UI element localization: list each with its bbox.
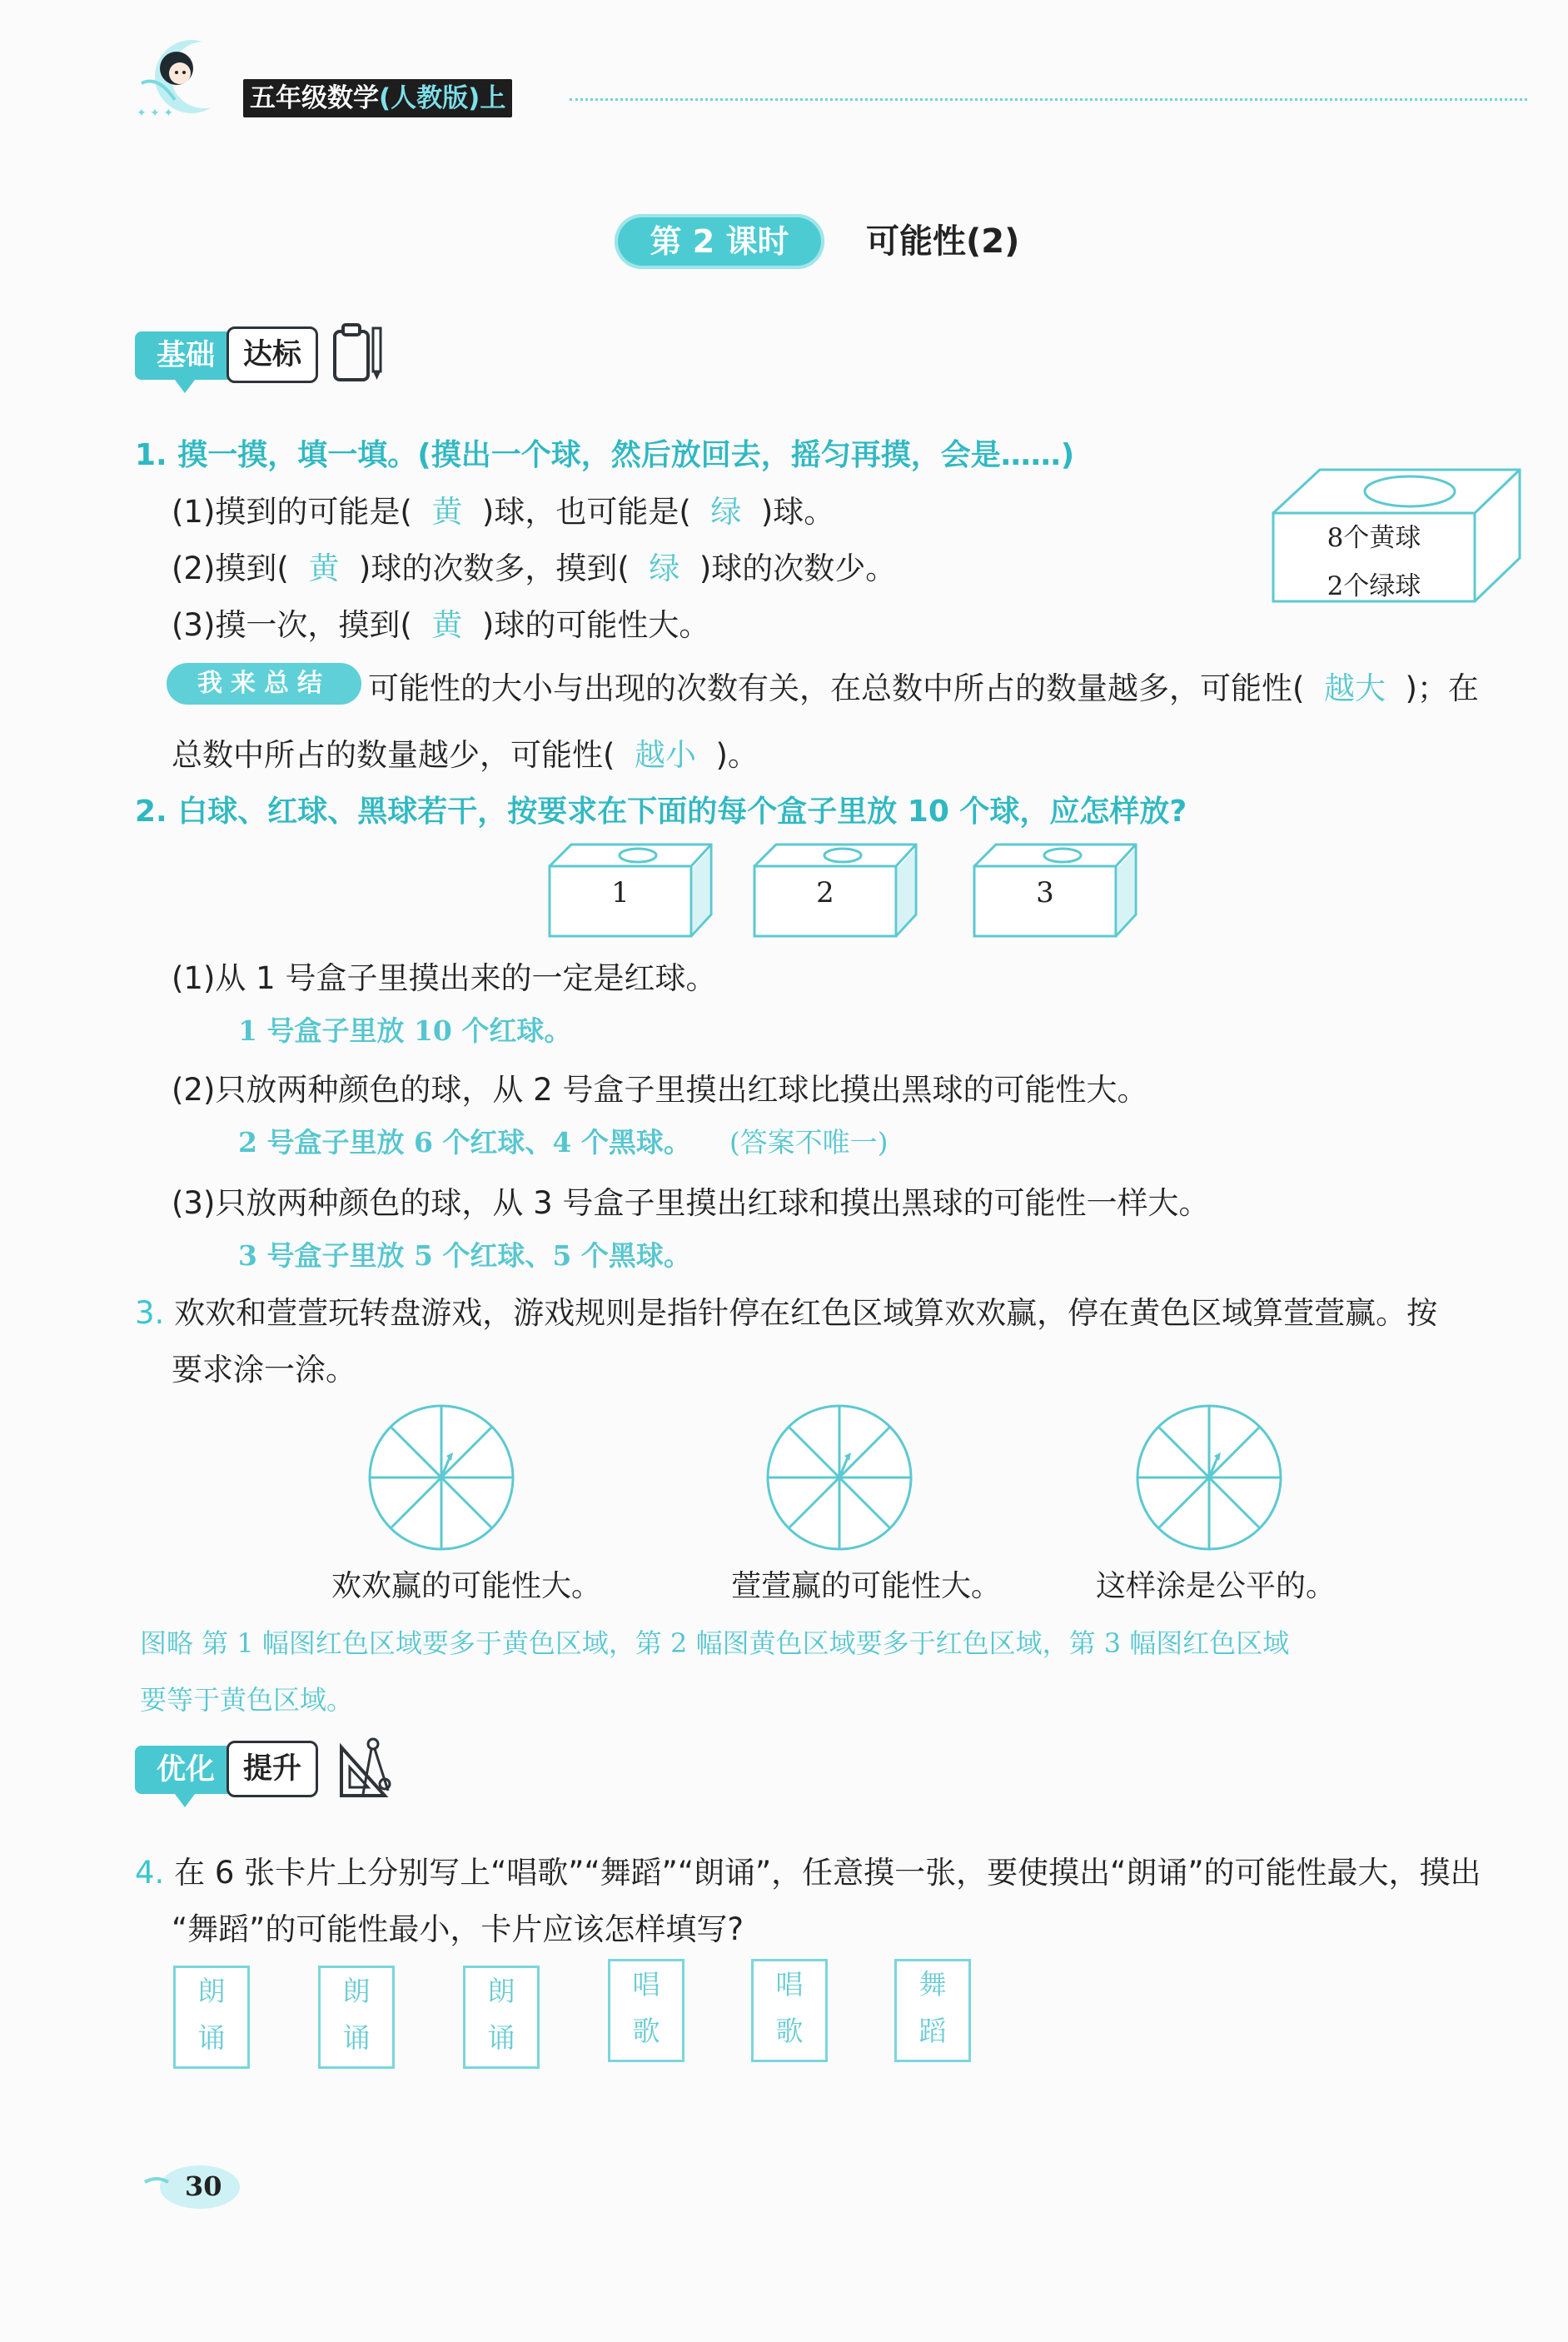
section-tag-advanced (135, 1741, 315, 1804)
q4-line-2: “舞蹈”的可能性最小，卡片应该怎样填写? (172, 1911, 744, 1947)
q2-answer-2-note: (答案不唯一) (729, 1126, 889, 1159)
lesson-title: 可能性(2) (866, 222, 1020, 261)
page-number: 30 (185, 2170, 222, 2202)
q2-part-2: (2)只放两种颜色的球，从 2 号盒子里摸出红球比摸出黑球的可能性大。 (172, 1072, 1148, 1108)
spinner-1 (365, 1401, 518, 1554)
ruler-compass-icon (336, 1736, 395, 1801)
q2-answer-3: 3 号盒子里放 5 个红球、5 个黑球。 (238, 1239, 691, 1272)
card-5: 唱 歌 (751, 1959, 828, 2062)
q1-line-1: (1)摸到的可能是( 黄 )球，也可能是( 绿 )球。 (172, 494, 835, 530)
svg-text:✦ ✦ ✦: ✦ ✦ ✦ (137, 107, 174, 120)
section-tag-basic (135, 326, 315, 390)
box-2-label: 2 (816, 876, 834, 909)
card-3: 朗 诵 (463, 1966, 540, 2069)
q2-answer-1: 1 号盒子里放 10 个红球。 (238, 1014, 572, 1047)
q4-number: 4. (135, 1855, 165, 1891)
header-divider (570, 98, 1527, 101)
box-3-label: 3 (1036, 876, 1054, 909)
answer-blank: 黄 (308, 551, 340, 586)
summary-line-2: 总数中所占的数量越少，可能性( 越小 )。 (172, 737, 759, 773)
q2-part-3: (3)只放两种颜色的球，从 3 号盒子里摸出红球和摸出黑球的可能性一样大。 (172, 1185, 1210, 1221)
section-tag-right: 提升 (226, 1741, 318, 1797)
card-1: 朗 诵 (173, 1966, 250, 2069)
answer-blank: 绿 (649, 551, 680, 586)
spinner-3 (1132, 1401, 1286, 1554)
q3-line-1: 3. 欢欢和萱萱玩转盘游戏，游戏规则是指针停在红色区域算欢欢赢，停在黄色区域算萱萱赢。按 (135, 1295, 1438, 1331)
box-1-label: 1 (611, 876, 630, 909)
q1-line-3: (3)摸一次，摸到( 黄 )球的可能性大。 (172, 607, 710, 643)
answer-blank: 绿 (710, 494, 742, 530)
ball-box-label-green: 2个绿球 (1327, 571, 1421, 601)
card-2: 朗 诵 (318, 1966, 395, 2069)
mascot-logo (125, 25, 241, 125)
q3-answer-line-2: 要等于黄色区域。 (140, 1684, 354, 1716)
answer-blank: 黄 (431, 607, 463, 643)
q2-part-1: (1)从 1 号盒子里摸出来的一定是红球。 (172, 960, 717, 996)
summary-line-1: 可能性的大小与出现的次数有关，在总数中所占的数量越多，可能性( 越大 )；在 (368, 670, 1479, 706)
q3-number: 3. (135, 1295, 165, 1331)
spinner-2-caption: 萱萱赢的可能性大。 (731, 1569, 1002, 1603)
spinner-2 (763, 1401, 916, 1554)
q1-title: 1. 摸一摸，填一填。(摸出一个球，然后放回去，摇匀再摸，会是……) (135, 438, 1075, 472)
spinner-3-caption: 这样涂是公平的。 (1096, 1569, 1337, 1603)
card-4: 唱 歌 (608, 1959, 684, 2062)
edition-label: (人教版)上 (379, 83, 506, 113)
book-title: 五年级数学(人教版)上 (243, 79, 512, 117)
answer-blank: 越小 (634, 737, 696, 773)
section-tag-left: 基础 (135, 331, 236, 380)
section-tag-left: 优化 (135, 1746, 236, 1794)
section-tag-right: 达标 (226, 326, 318, 383)
q3-answer-line-1: 图略 第 1 幅图红色区域要多于黄色区域，第 2 幅图黄色区域要多于红色区域，第 3 幅图红色区域 (140, 1627, 1290, 1659)
q4-line-1: 4. 在 6 张卡片上分别写上“唱歌”“舞蹈”“朗诵”，任意摸一张，要使摸出“朗诵”的可能性最大，摸出 (135, 1855, 1481, 1891)
q2-answer-2: 2 号盒子里放 6 个红球、4 个黑球。 (答案不唯一) (238, 1126, 889, 1159)
card-6: 舞 蹈 (894, 1959, 971, 2062)
spinner-1-caption: 欢欢赢的可能性大。 (331, 1569, 602, 1603)
summary-badge: 我来总结 (167, 663, 361, 705)
q2-title: 2. 白球、红球、黑球若干，按要求在下面的每个盒子里放 10 个球，应怎样放? (135, 795, 1187, 829)
answer-blank: 黄 (431, 494, 463, 530)
answer-blank: 越大 (1323, 670, 1386, 706)
ball-box-label-yellow: 8个黄球 (1327, 523, 1421, 553)
q3-line-2: 要求涂一涂。 (172, 1352, 356, 1388)
q1-line-2: (2)摸到( 黄 )球的次数多，摸到( 绿 )球的次数少。 (172, 551, 897, 586)
clipboard-pencil-icon (331, 321, 386, 385)
lesson-badge: 第 2 课时 (615, 214, 824, 269)
